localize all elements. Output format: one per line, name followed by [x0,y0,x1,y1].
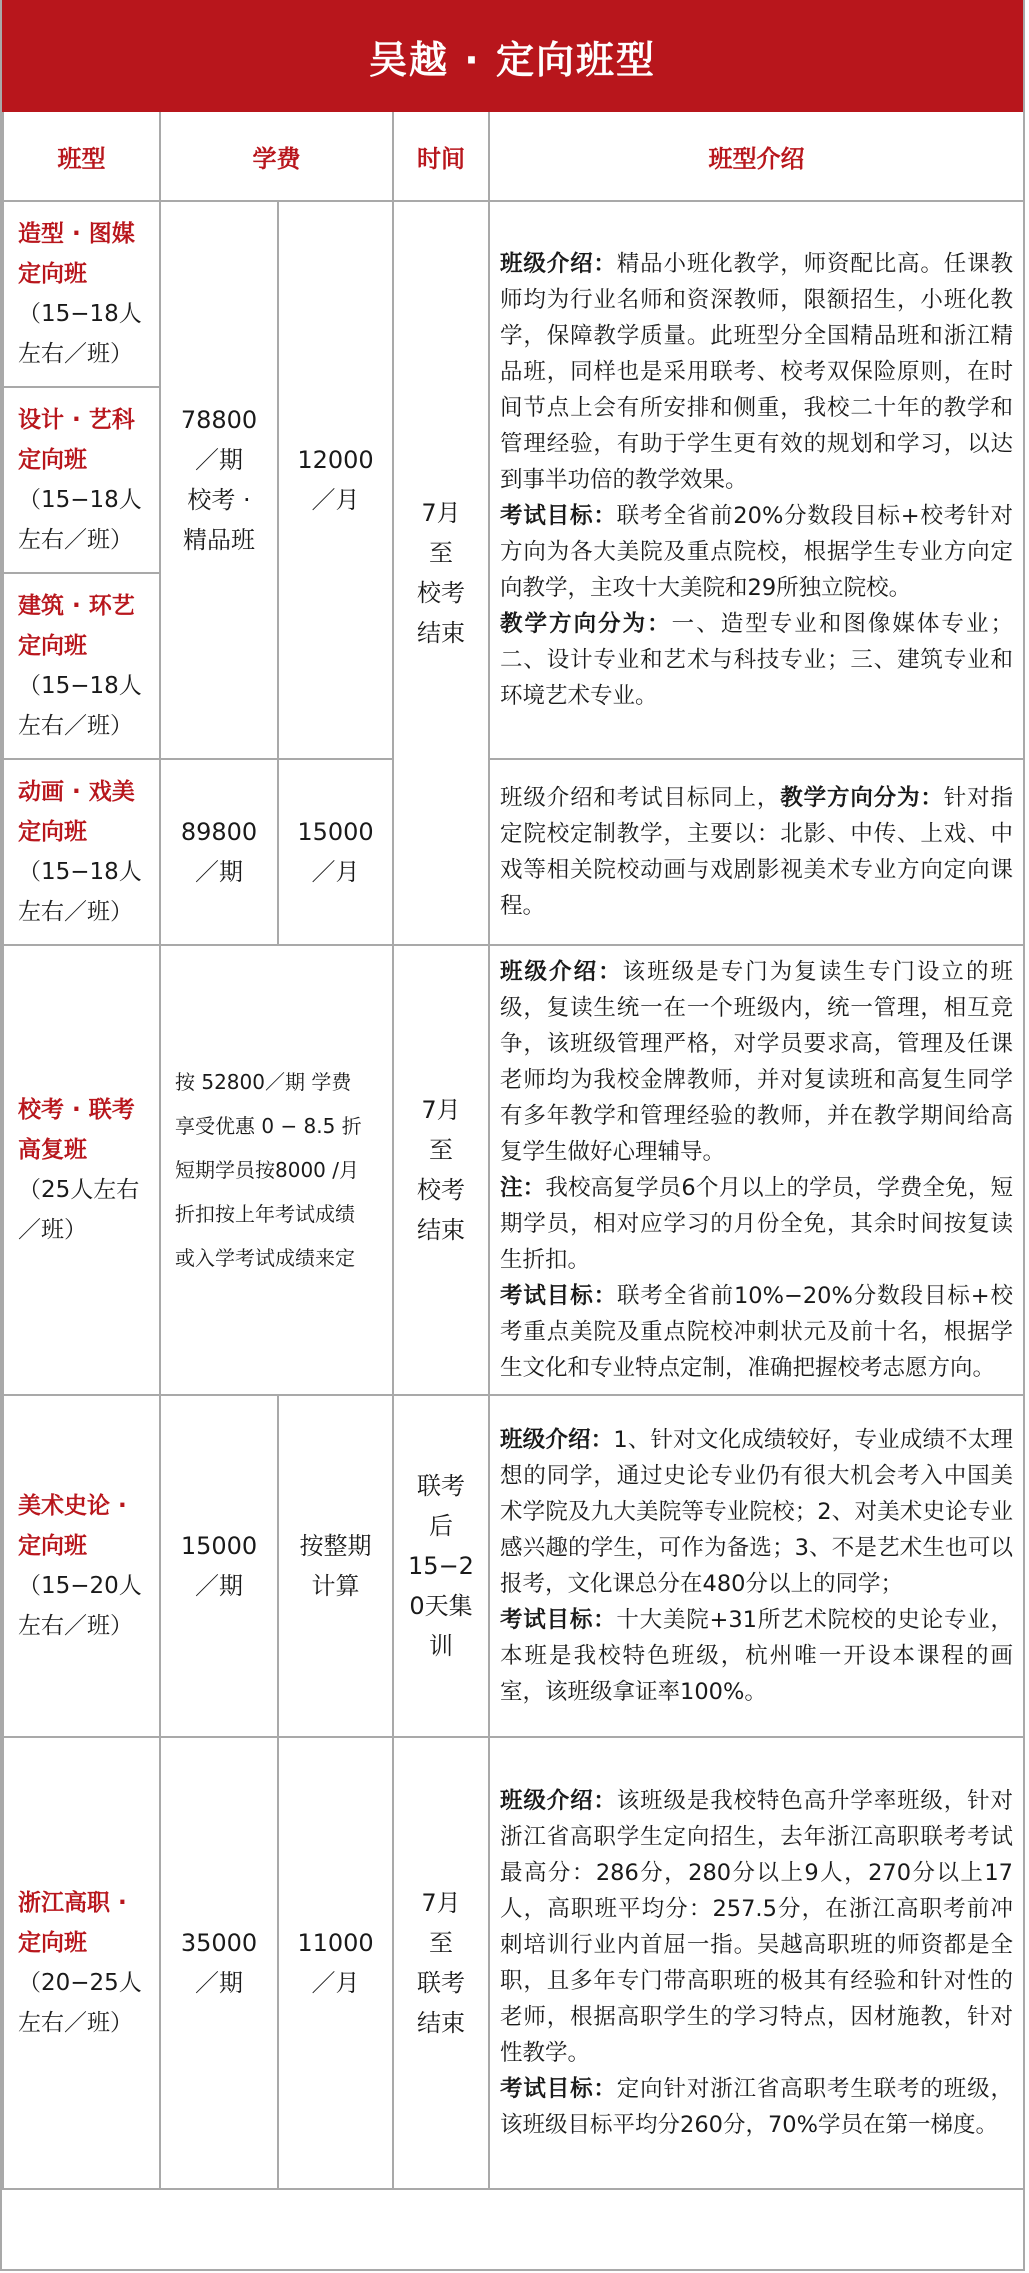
time-text: 联考 [417,1969,465,1997]
intro-label: 班级介绍： [500,251,617,277]
intro-label: 考试目标： [500,2076,617,2102]
class-table [2,112,1025,2190]
class-cell [3,1395,160,1737]
intro-label: 考试目标： [500,1283,617,1309]
fee-unit: ／月 [311,1969,360,1997]
class-name: 定向班 [18,1930,87,1956]
fee-value: 89800 [180,818,258,846]
intro-label: 教学方向分为： [500,611,672,637]
class-capacity: （15−18人 [18,673,142,699]
fee-note-line: 享受优惠 0 − 8.5 折 [175,1114,362,1138]
intro-label: 班级介绍： [500,1427,614,1453]
class-capacity: 左右／班） [18,713,133,739]
fee-note-line: 折扣按上年考试成绩 [175,1202,355,1226]
time-text: 校考 [417,1176,465,1204]
class-capacity: （15−20人 [18,1573,142,1599]
intro-label: 考试目标： [500,1607,617,1633]
intro-label: 考试目标： [500,503,617,529]
time-text: 至 [429,1136,453,1164]
class-capacity: ／班） [18,1217,87,1243]
fee-value: 12000 [297,446,374,474]
fee-value: 35000 [180,1929,258,1957]
fee-value: 按整期 [299,1532,372,1560]
class-cell [3,573,160,759]
header-class: 班型 [3,112,160,201]
intro-cell [489,201,1024,759]
class-name: 定向班 [18,447,87,473]
class-name: 浙江高职 · [18,1890,127,1916]
page-title: 吴越 · 定向班型 [2,0,1023,112]
intro-text: 联考全省前20%分数段目标+校考针对方向为各大美院及重点院校，根据学生专业方向定向教学，主攻十大美院和29所独立院校。 [500,503,1013,601]
intro-cell [489,759,1024,945]
class-cell [3,201,160,387]
fee-note-line: 按 52800／期 学费 [175,1070,352,1094]
time-text: 7月 [421,1889,461,1917]
fee-month-cell [278,759,393,945]
time-cell [393,1395,489,1737]
class-name: 设计 · 艺科 [18,407,135,433]
time-text: 0天集 [409,1592,473,1620]
intro-cell [489,945,1024,1395]
class-capacity: 左右／班） [18,1613,133,1639]
fee-note-cell [160,945,393,1395]
intro-text: 该班级是专门为复读生专门设立的班级，复读生统一在一个班级内，统一管理，相互竞争，该班级管理严格，对学员要求高，管理及任课老师均为我校金牌教师，并对复读班和高复生同学有多年教学和管理经验的教师，并在教学期间给高复学生做好心理辅导。 [500,959,1013,1165]
intro-text: 针对指定院校定制教学，主要以：北影、中传、上戏、中戏等相关院校动画与戏剧影视美术专业方向定向课程。 [500,785,1013,919]
time-text: 至 [429,1929,453,1957]
fee-value: 78800 [180,406,258,434]
class-capacity: （15−18人 [18,487,142,513]
time-text: 训 [429,1632,453,1660]
time-text: 联考 [417,1472,465,1500]
table-row [3,201,1024,387]
fee-month-cell [278,1395,393,1737]
header-intro: 班型介绍 [489,112,1024,201]
intro-text: 联考全省前10%−20%分数段目标+校考重点美院及重点院校冲刺状元及前十名，根据学生文化和专业特点定制，准确把握校考志愿方向。 [500,1283,1013,1381]
fee-unit: ／月 [311,858,360,886]
intro-text: 1、针对文化成绩较好，专业成绩不太理想的同学，通过史论专业仍有很大机会考入中国美术学院及九大美院等专业院校；2、对美术史论专业感兴趣的学生，可作为备选；3、不是艺术生也可以报考，文化课总分在480分以上的同学； [500,1427,1013,1597]
intro-label: 注： [500,1175,546,1201]
fee-unit: ／期 [195,446,243,474]
header-time: 时间 [393,112,489,201]
fee-note-line: 或入学考试成绩来定 [175,1246,355,1270]
intro-text: 定向针对浙江省高职考生联考的班级，该班级目标平均分260分，70%学员在第一梯度。 [500,2076,1013,2138]
fee-unit: 计算 [311,1572,360,1600]
class-name: 建筑 · 环艺 [18,593,135,619]
table-row [3,945,1024,1395]
class-name: 定向班 [18,1533,87,1559]
intro-text: 该班级是我校特色高升学率班级，针对浙江省高职学生定向招生，去年浙江高职联考考试最高分：286分，280分以上9人，270分以上17人，高职班平均分：257.5分，在浙江高职考前冲刺培训行业内首屈一指。吴越高职班的师资都是全职，且多年专门带高职班的极其有经验和针对性的老师，根据高职学生的学习特点，因材施教，针对性教学。 [500,1788,1013,2066]
time-cell [393,201,489,945]
time-text: 结束 [417,1216,465,1244]
table-row [3,759,1024,945]
header-row [3,112,1024,201]
time-text: 结束 [417,619,465,647]
time-text: 7月 [421,1096,461,1124]
header-fee: 学费 [160,112,393,201]
class-name: 美术史论 · [18,1493,127,1519]
table-row [3,1737,1024,2189]
intro-text: 精品小班化教学，师资配比高。任课教师均为行业名师和资深教师，限额招生，小班化教学，保障教学质量。此班型分全国精品班和浙江精品班，同样也是采用联考、校考双保险原则，在时间节点上会有所安排和侧重，我校二十年的教学和管理经验，有助于学生更有效的规划和学习，以达到事半功倍的教学效果。 [500,251,1013,493]
fee-period-cell [160,1737,278,2189]
intro-label: 班级介绍： [500,1788,617,1814]
fee-unit: ／期 [195,858,243,886]
intro-text: 一、造型专业和图像媒体专业；二、设计专业和艺术与科技专业；三、建筑专业和环境艺术专业。 [500,611,1013,709]
fee-note: 精品班 [183,526,255,554]
fee-value: 15000 [297,818,374,846]
fee-unit: ／月 [311,486,360,514]
class-name: 造型 · 图媒 [18,221,135,247]
fee-note: 校考 · [187,486,251,514]
fee-period-cell [160,201,278,759]
class-name: 定向班 [18,819,87,845]
time-text: 结束 [417,2009,465,2037]
fee-value: 11000 [297,1929,374,1957]
fee-note-line: 短期学员按8000 /月 [175,1158,359,1182]
intro-cell [489,1395,1024,1737]
fee-month-cell [278,1737,393,2189]
class-name: 高复班 [18,1137,87,1163]
class-name: 校考 · 联考 [18,1097,135,1123]
intro-label: 教学方向分为： [780,785,944,811]
intro-label: 班级介绍： [500,959,623,985]
time-text: 后 [429,1512,453,1540]
class-capacity: 左右／班） [18,2010,133,2036]
class-capacity: （15−18人 [18,301,142,327]
time-text: 至 [429,539,453,567]
time-cell [393,1737,489,2189]
intro-text: 十大美院+31所艺术院校的史论专业，本班是我校特色班级，杭州唯一开设本课程的画室，该班级拿证率100%。 [500,1607,1013,1705]
class-capacity: 左右／班） [18,341,133,367]
class-cell [3,759,160,945]
intro-text: 我校高复学员6个月以上的学员，学费全免，短期学员，相对应学习的月份全免，其余时间按复读生折扣。 [500,1175,1013,1273]
fee-unit: ／期 [195,1969,243,1997]
table-row [3,1395,1024,1737]
time-text: 15−2 [408,1552,474,1580]
class-capacity: 左右／班） [18,899,133,925]
class-name: 定向班 [18,633,87,659]
class-cell [3,1737,160,2189]
class-name: 动画 · 戏美 [18,779,135,805]
time-cell [393,945,489,1395]
fee-period-cell [160,1395,278,1737]
class-capacity: 左右／班） [18,527,133,553]
fee-period-cell [160,759,278,945]
class-capacity: （15−18人 [18,859,142,885]
time-text: 7月 [421,499,461,527]
class-cell [3,945,160,1395]
class-cell [3,387,160,573]
fee-month-cell [278,201,393,759]
time-text: 校考 [417,579,465,607]
class-capacity: （25人左右 [18,1177,140,1203]
class-name: 定向班 [18,261,87,287]
class-capacity: （20−25人 [18,1970,142,1996]
intro-text: 班级介绍和考试目标同上， [500,785,781,811]
fee-value: 15000 [180,1532,258,1560]
intro-cell [489,1737,1024,2189]
fee-unit: ／期 [195,1572,243,1600]
